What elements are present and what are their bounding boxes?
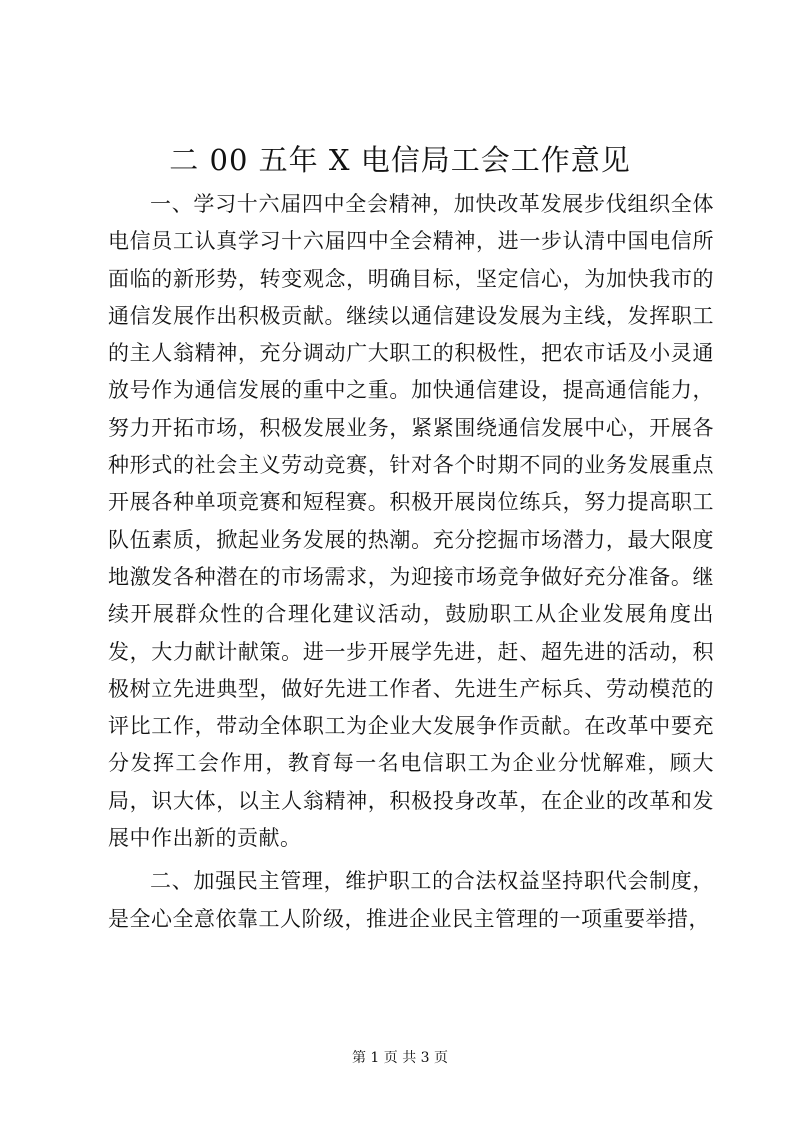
document-title: 二 00 五年 X 电信局工会工作意见 (169, 143, 631, 177)
document-body (108, 186, 714, 938)
paragraph-section-2: 二、加强民主管理，维护职工的合法权益坚持职代会制度，是全心全意依靠工人阶级，推进企业民主管理的一项重要举措， (108, 869, 714, 931)
page-footer: 第 1 页 共 3 页 (351, 1050, 449, 1066)
paragraph-section-1: 一、学习十六届四中全会精神，加快改革发展步伐组织全体电信员工认真学习十六届四中全会精神，进一步认清中国电信所面临的新形势，转变观念，明确目标，坚定信心，为加快我市的通信发展作出积极贡献。继续以通信建设发展为主线，发挥职工的主人翁精神，充分调动广大职工的积极性，把农市话及小灵通放号作为通信发展的重中之重。加快通信建设，提高通信能力，努力开拓市场，积极发展业务，紧紧围绕通信发展中心，开展各种形式的社会主义劳动竞赛，针对各个时期不同的业务发展重点开展各种单项竞赛和短程赛。积极开展岗位练兵，努力提高职工队伍素质，掀起业务发展的热潮。充分挖掘市场潜力，最大限度地激发各种潜在的市场需求，为迎接市场竞争做好充分准备。继续开展群众性的合理化建议活动，鼓励职工从企业发展角度出发，大力献计献策。进一步开展学先进，赶、超先进的活动，积极树立先进典型，做好先进工作者、先进生产标兵、劳动模范的评比工作，带动全体职工为企业大发展争作贡献。在改革中要充分发挥工会作用，教育每一名电信职工为企业分忧解难，顾大局，识大体，以主人翁精神，积极投身改革，在企业的改革和发展中作出新的贡献。 (108, 192, 714, 851)
